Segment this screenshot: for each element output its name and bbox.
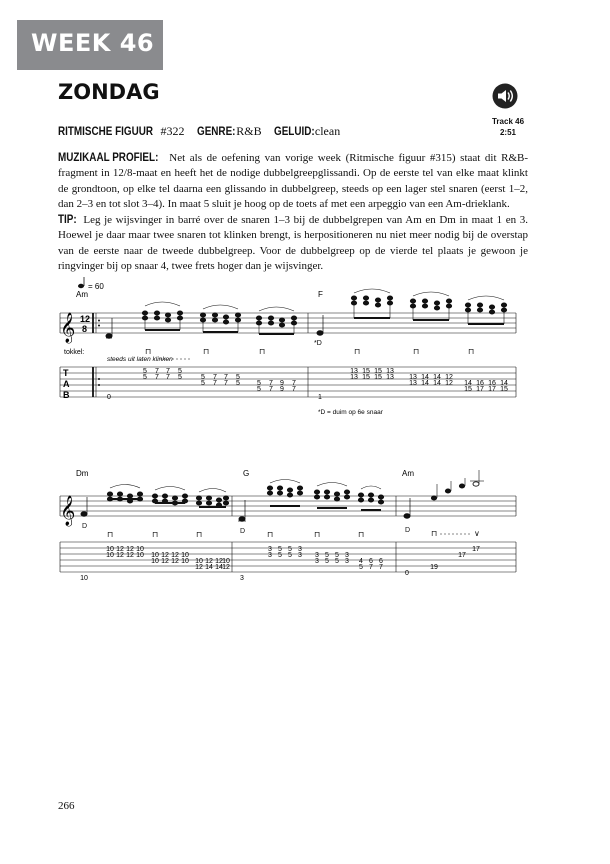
svg-text:3: 3 — [345, 558, 349, 565]
svg-text:7: 7 — [269, 380, 273, 387]
svg-text:13: 13 — [409, 374, 417, 381]
staff-lines-1 — [60, 313, 516, 333]
svg-text:⊓: ⊓ — [145, 347, 152, 356]
svg-text:⊓: ⊓ — [203, 347, 210, 356]
svg-text:D: D — [82, 523, 88, 530]
svg-text:3: 3 — [240, 575, 244, 582]
svg-text:6: 6 — [369, 558, 373, 565]
svg-text:5: 5 — [278, 546, 282, 553]
notes-system-2 — [81, 470, 484, 521]
svg-text:5: 5 — [335, 552, 339, 559]
tempo-text: = 60 — [88, 282, 104, 291]
svg-text:5: 5 — [359, 564, 363, 571]
svg-text:5: 5 — [288, 546, 292, 553]
svg-text:3: 3 — [345, 552, 349, 559]
chord-am: Am — [76, 290, 88, 299]
score-system-2 — [60, 469, 516, 582]
svg-text:3: 3 — [298, 552, 302, 559]
svg-text:10: 10 — [80, 575, 88, 582]
svg-text:9: 9 — [280, 380, 284, 387]
svg-text:14: 14 — [205, 564, 213, 571]
svg-text:12: 12 — [171, 558, 179, 565]
svg-text:5: 5 — [201, 380, 205, 387]
svg-text:10: 10 — [136, 546, 144, 553]
svg-text:7: 7 — [224, 374, 228, 381]
let-ring-text: steeds uit laten klinken — [107, 356, 173, 363]
svg-text:10: 10 — [106, 552, 114, 559]
sound-label: GELUID: — [273, 126, 315, 138]
svg-text:7: 7 — [155, 374, 159, 381]
svg-text:6: 6 — [379, 558, 383, 565]
chord-f: F — [318, 290, 323, 299]
chord-am-2: Am — [402, 469, 414, 478]
tab-numbers-2 — [80, 546, 480, 582]
svg-text:7: 7 — [292, 380, 296, 387]
svg-text:⊓: ⊓ — [354, 347, 361, 356]
svg-text:9: 9 — [280, 386, 284, 393]
svg-text:D: D — [405, 527, 411, 534]
figure-value: #322 — [160, 124, 185, 138]
track-number: Track 46 — [491, 117, 525, 126]
svg-text:12: 12 — [126, 552, 134, 559]
svg-text:T: T — [63, 368, 69, 378]
day-title: ZONDAG — [58, 80, 160, 104]
svg-text:5: 5 — [325, 552, 329, 559]
svg-text:15: 15 — [374, 368, 382, 375]
svg-text:3: 3 — [298, 546, 302, 553]
svg-text:10: 10 — [151, 558, 159, 565]
svg-text:14: 14 — [433, 380, 441, 387]
svg-text:7: 7 — [292, 386, 296, 393]
svg-text:5: 5 — [178, 374, 182, 381]
svg-text:5: 5 — [278, 552, 282, 559]
profile-label: MUZIKAAL PROFIEL: — [58, 152, 159, 164]
svg-text:3: 3 — [268, 552, 272, 559]
time-sig-top: 12 — [80, 314, 91, 324]
svg-text:13: 13 — [386, 368, 394, 375]
svg-text:7: 7 — [379, 564, 383, 571]
svg-text:16: 16 — [488, 380, 496, 387]
treble-clef-2: 𝄞 — [60, 495, 76, 525]
svg-text:⊓: ⊓ — [107, 530, 114, 539]
svg-text:7: 7 — [166, 374, 170, 381]
svg-text:5: 5 — [288, 552, 292, 559]
week-title: WEEK 46 — [31, 29, 155, 57]
svg-text:⊓: ⊓ — [259, 347, 266, 356]
svg-text:12: 12 — [116, 552, 124, 559]
svg-text:7: 7 — [213, 374, 217, 381]
svg-text:5: 5 — [325, 558, 329, 565]
svg-text:12: 12 — [195, 564, 203, 571]
tip-text: Leg je wijsvinger in barré over de snaren 1–3 bij de dubbelgrepen van Am en Dm in maat 1 en 3. Hoewel je daar maar twee snaren tot klinken brengt, is herpositioneren nu niet meer nodig bij de overstap van de eerste naar de tweede dubbelgreep. Voor de dubbelgreep op de vierde tel plaats je gewoon je ringvinger bij op snaar 4, twee frets hoger dan je wijsvinger. — [58, 214, 528, 272]
svg-text:10: 10 — [181, 558, 189, 565]
profile-text: Net als de oefening van vorige week (Ritmische figuur #315) staat dit R&B-fragment in 12/8-maat en heeft het de nodige dubbelgreepglissandi. Op de eerste tel van elke maat klinkt de grondtoon, op elke tel daarna een glissando in dubbelgreep, steeds op een lager stel snaren (eerst 1–2, dan 2–3 en tot slot 3–4). In maat 5 sluit je hoog op de toets af met een arpeggio van een Am-drieklank. — [58, 152, 529, 210]
svg-text:7: 7 — [224, 380, 228, 387]
svg-text:12: 12 — [445, 380, 453, 387]
svg-text:15: 15 — [362, 374, 370, 381]
svg-text:7: 7 — [155, 368, 159, 375]
svg-text:12: 12 — [445, 374, 453, 381]
svg-text:5: 5 — [143, 374, 147, 381]
svg-text:7: 7 — [369, 564, 373, 571]
svg-text:10: 10 — [195, 558, 203, 565]
track-duration: 2:51 — [499, 128, 516, 137]
svg-text:5: 5 — [257, 380, 261, 387]
svg-text:⊓: ⊓ — [152, 530, 159, 539]
svg-text:5: 5 — [257, 386, 261, 393]
svg-text:⊓: ⊓ — [358, 530, 365, 539]
svg-text:12: 12 — [126, 546, 134, 553]
svg-text:3: 3 — [315, 558, 319, 565]
svg-text:B: B — [63, 390, 70, 400]
svg-text:17: 17 — [458, 552, 466, 559]
svg-text:12: 12 — [171, 552, 179, 559]
svg-text:13: 13 — [386, 374, 394, 381]
svg-text:5: 5 — [236, 374, 240, 381]
svg-text:14: 14 — [215, 564, 223, 571]
svg-text:⊓: ⊓ — [431, 529, 438, 538]
svg-text:0: 0 — [405, 570, 409, 577]
svg-text:4: 4 — [359, 558, 363, 565]
svg-text:14: 14 — [433, 374, 441, 381]
svg-text:12: 12 — [161, 558, 169, 565]
svg-text:15: 15 — [374, 374, 382, 381]
sound-value: clean — [314, 124, 341, 138]
genre-value: R&B — [236, 124, 262, 138]
svg-text:5: 5 — [143, 368, 147, 375]
svg-text:17: 17 — [472, 546, 480, 553]
genre-label: GENRE: — [196, 126, 236, 138]
svg-text:13: 13 — [350, 368, 358, 375]
svg-text:0: 0 — [107, 394, 111, 401]
svg-text:12: 12 — [116, 546, 124, 553]
svg-text:⊓: ⊓ — [196, 530, 203, 539]
svg-text:7: 7 — [213, 380, 217, 387]
picking-row-1 — [145, 347, 474, 356]
svg-text:15: 15 — [464, 386, 472, 393]
tempo-marking — [78, 277, 104, 291]
chord-dm: Dm — [76, 469, 89, 478]
svg-text:10: 10 — [136, 552, 144, 559]
svg-text:10: 10 — [222, 558, 230, 565]
svg-text:17: 17 — [488, 386, 496, 393]
svg-text:14: 14 — [464, 380, 472, 387]
svg-text:16: 16 — [476, 380, 484, 387]
picking-marks-2 — [107, 529, 480, 539]
svg-text:14: 14 — [421, 380, 429, 387]
score-system-1 — [60, 277, 516, 416]
svg-text:⊓: ⊓ — [267, 530, 274, 539]
svg-text:5: 5 — [201, 374, 205, 381]
page-number: 266 — [58, 800, 75, 812]
svg-text:14: 14 — [421, 374, 429, 381]
chord-g: G — [243, 469, 250, 478]
svg-text:19: 19 — [430, 564, 438, 571]
svg-text:15: 15 — [500, 386, 508, 393]
svg-text:7: 7 — [269, 386, 273, 393]
svg-text:17: 17 — [476, 386, 484, 393]
thumb-mark-1: *D — [314, 340, 322, 347]
time-sig-bottom: 8 — [82, 324, 88, 334]
svg-text:A: A — [63, 379, 70, 389]
svg-text:5: 5 — [178, 368, 182, 375]
svg-text:13: 13 — [409, 380, 417, 387]
treble-clef: 𝄞 — [60, 312, 76, 342]
svg-text:10: 10 — [181, 552, 189, 559]
svg-text:10: 10 — [106, 546, 114, 553]
svg-text:5: 5 — [335, 558, 339, 565]
svg-text:3: 3 — [315, 552, 319, 559]
svg-text:⊓: ⊓ — [314, 530, 321, 539]
svg-text:⊓: ⊓ — [413, 347, 420, 356]
svg-text:10: 10 — [151, 552, 159, 559]
svg-text:3: 3 — [268, 546, 272, 553]
footnote: *D = duim op 6e snaar — [318, 409, 383, 416]
svg-text:15: 15 — [362, 368, 370, 375]
tokkel-label: tokkel: — [64, 349, 85, 356]
svg-text:D: D — [240, 528, 246, 535]
svg-text:12: 12 — [222, 564, 230, 571]
svg-text:12: 12 — [215, 558, 223, 565]
svg-text:12: 12 — [161, 552, 169, 559]
svg-text:∨: ∨ — [474, 529, 480, 538]
svg-text:12: 12 — [205, 558, 213, 565]
svg-text:⊓: ⊓ — [468, 347, 475, 356]
svg-text:1: 1 — [318, 394, 322, 401]
svg-text:7: 7 — [166, 368, 170, 375]
figure-label: RITMISCHE FIGUUR — [58, 126, 154, 138]
svg-text:13: 13 — [350, 374, 358, 381]
tip-label: TIP: — [58, 214, 77, 226]
svg-text:14: 14 — [500, 380, 508, 387]
svg-text:5: 5 — [236, 380, 240, 387]
